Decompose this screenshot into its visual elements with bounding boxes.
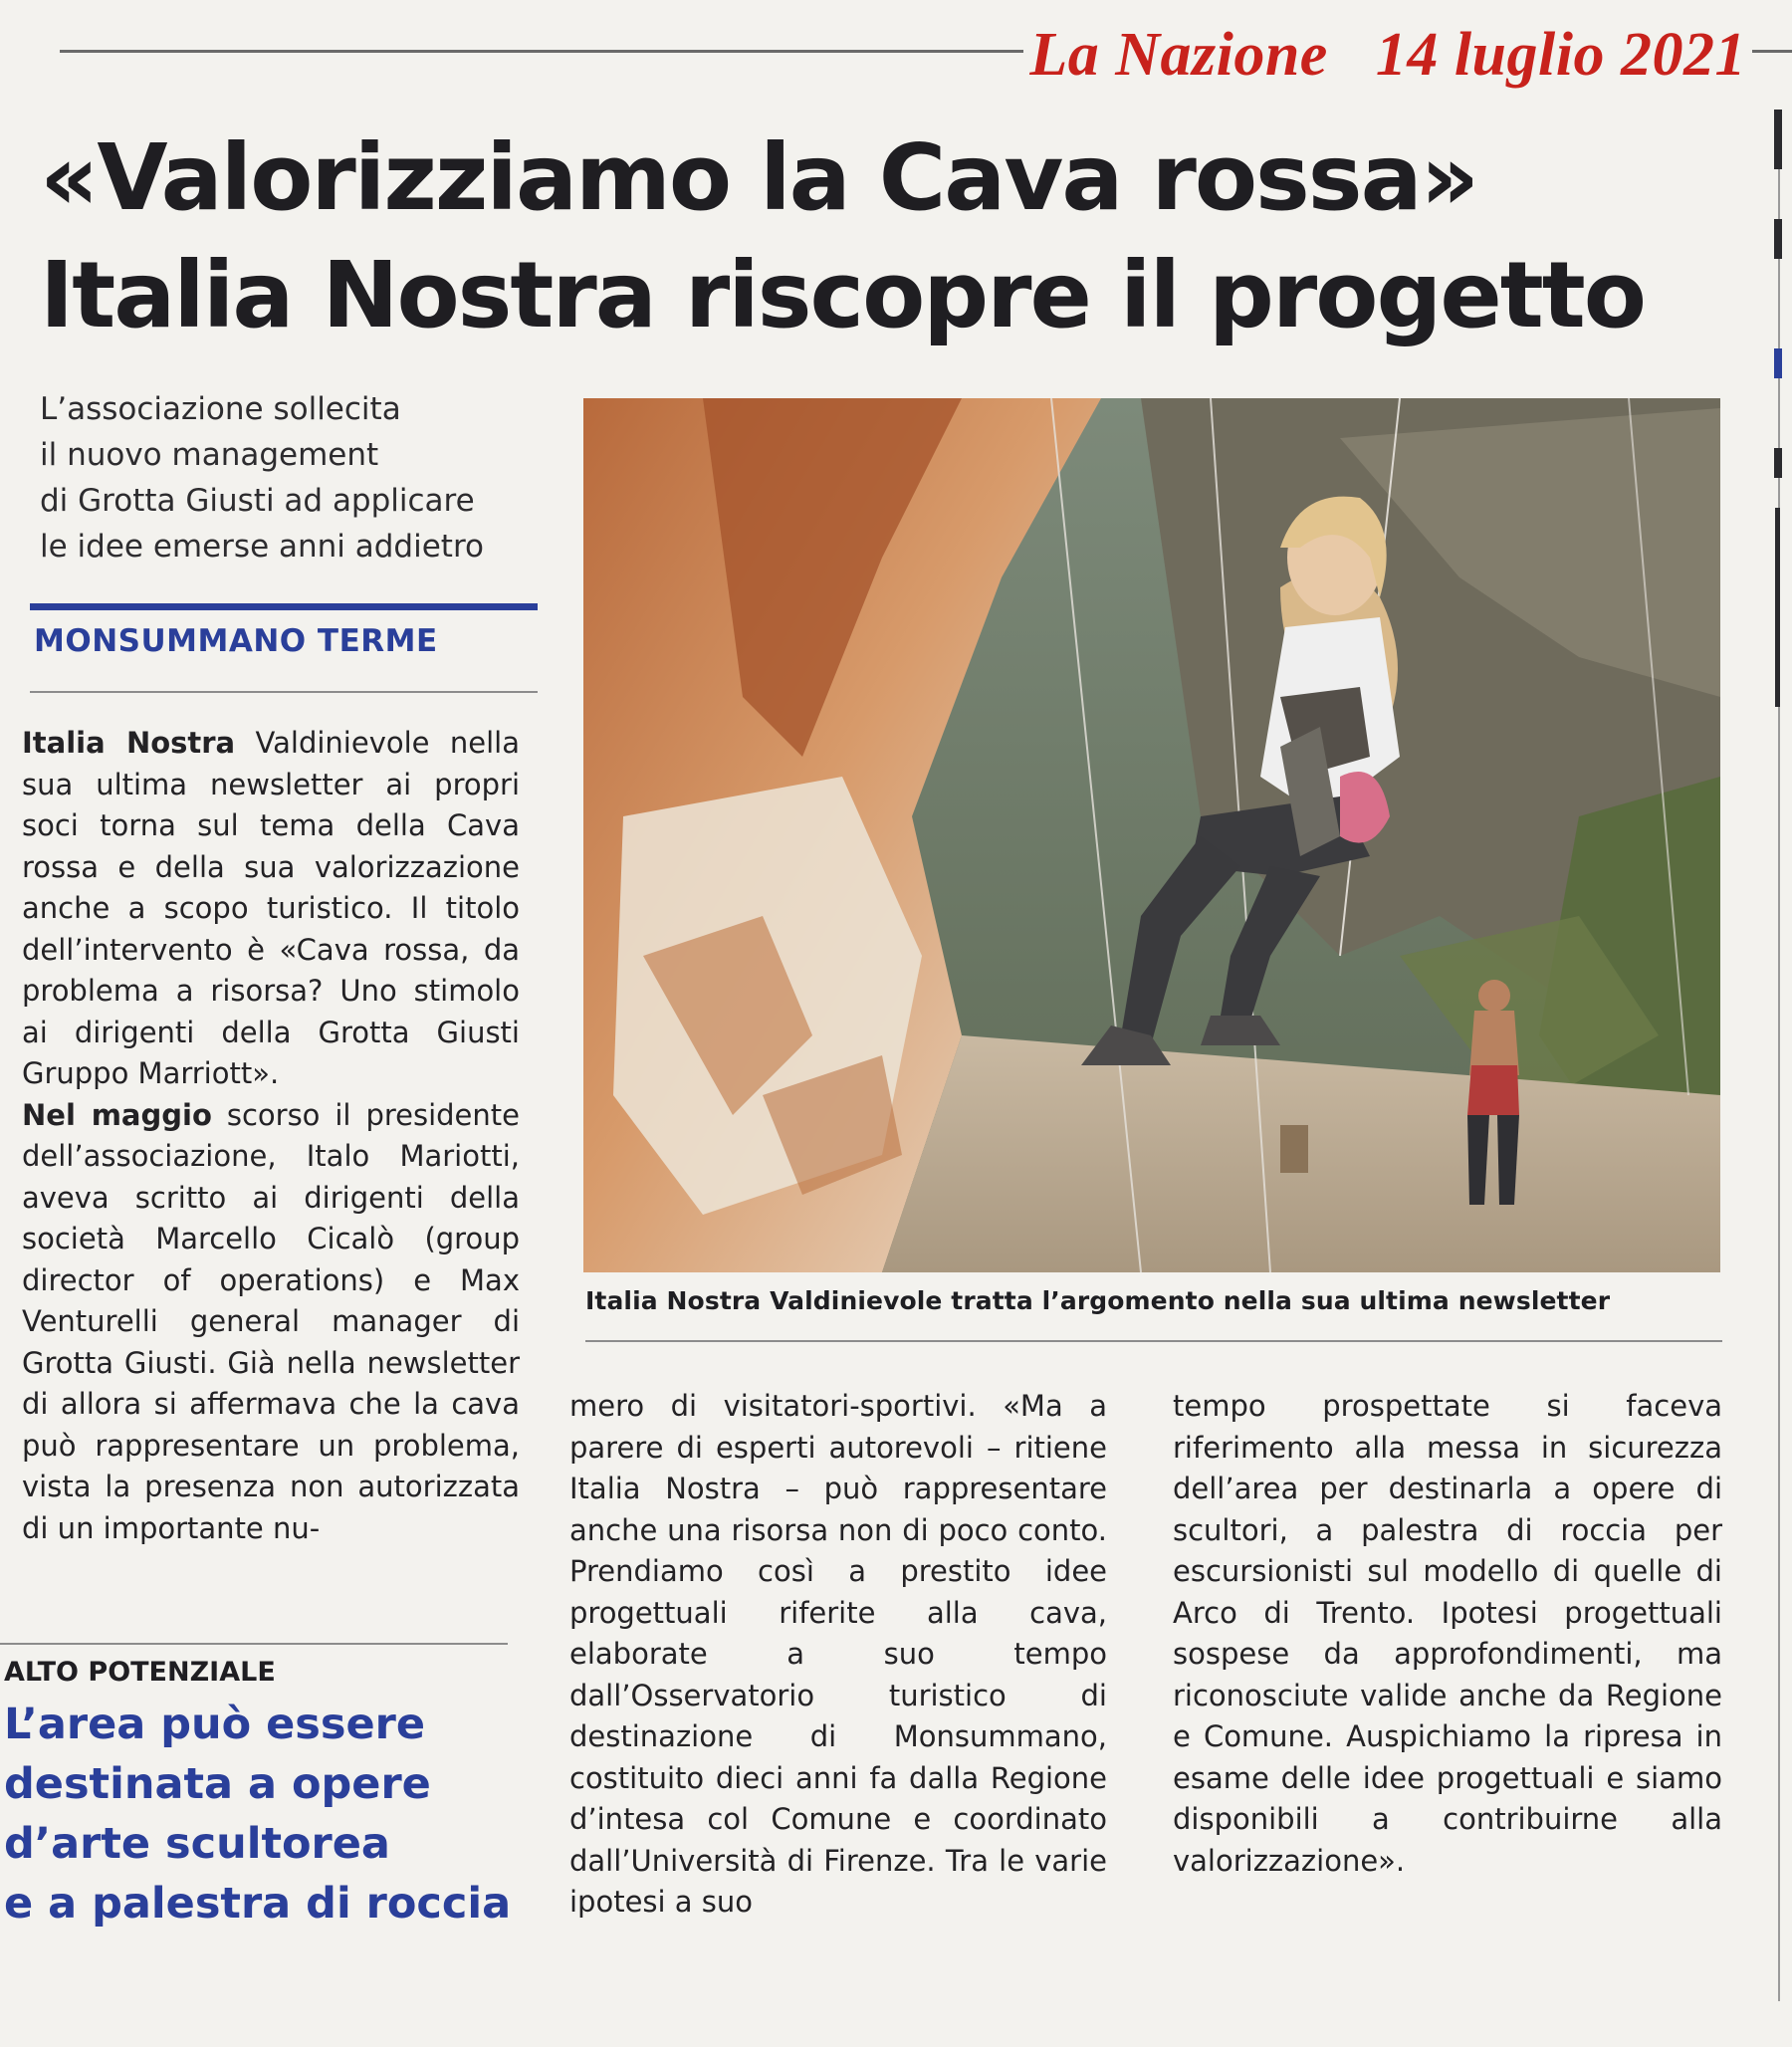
edge-mark [1774, 110, 1782, 169]
summary-line: di Grotta Giusti ad applicare [40, 483, 475, 519]
pull-quote-line: e a palestra di roccia [4, 1879, 512, 1929]
body-column-2 [569, 1386, 1107, 1924]
summary-line: le idee emerse anni addietro [40, 529, 484, 565]
pull-quote-line: L’area può essere [4, 1700, 426, 1749]
paragraph-1-text: Valdinievole nella sua ultima newsletter ai propri soci torna sul tema della Cava rossa e della sua valorizzazione anche a scopo turistico. Il titolo dell’intervento è «Cava rossa, da problema a risorsa? Uno stimolo ai dirigenti della Grotta Giusti Gruppo Marriott». [22, 726, 520, 1090]
pull-quote [4, 1695, 522, 1933]
caption-rule [585, 1340, 1722, 1342]
sidebar-kicker: ALTO POTENZIALE [4, 1657, 276, 1688]
location-rule [30, 691, 538, 693]
edge-mark [1775, 508, 1780, 707]
paragraph-2 [22, 1095, 520, 1550]
adjacent-article-edge [1764, 110, 1792, 2001]
paragraph-2-text: scorso il presidente dell’associazione, Italo Mariotti, aveva scritto ai dirigenti della società Marcello Cicalò (group director of operations) e Max Venturelli general manager di Grotta Giusti. Già nella newsletter di allora si affermava che la cava può rappresentare un problema, vista la presenza non autorizzata di un importante nu- [22, 1097, 520, 1545]
masthead: La Nazione 14 luglio 2021 [1023, 20, 1752, 91]
edge-mark [1774, 448, 1782, 478]
climber-photo-illustration [583, 398, 1720, 1272]
column-2-text: mero di visitatori-sportivi. «Ma a parere di esperti autorevoli – ritiene Italia Nostra – può rappresentare anche una risorsa non di poco conto. Prendiamo così a prestito idee progettuali riferite alla cava, elaborate a suo tempo dall’Osservatorio turistico di destinazione di Monsummano, costituito dieci anni fa dalla Regione d’intesa col Comune e coordinato dall’Università di Firenze. Tra le varie ipotesi a suo [569, 1389, 1107, 1919]
section-rule [30, 603, 538, 610]
summary-line: il nuovo management [40, 437, 379, 473]
paragraph-1 [22, 723, 520, 1095]
summary-line: L’associazione sollecita [40, 391, 401, 427]
headline-line-1: «Valorizziamo la Cava rossa» [40, 124, 1478, 231]
photo-caption: Italia Nostra Valdinievole tratta l’argomento nella sua ultima newsletter [585, 1286, 1611, 1315]
paragraph-2-lead: Nel maggio [22, 1097, 212, 1132]
summary [40, 386, 538, 569]
column-3-text: tempo prospettate si faceva riferimento alla messa in sicurezza dell’area per destinarla a opere di scultori, a palestra di roccia per escursionisti sul modello di quelle di Arco di Trento. Ipotesi progettuali sospese da approfondimenti, ma riconosciute valide anche da Regione e Comune. Auspichiamo la ripresa in esame delle idee progettuali e siamo disponibili a contribuirne alla valorizzazione». [1173, 1389, 1722, 1878]
edge-mark [1774, 219, 1782, 259]
sidebar-rule [0, 1643, 508, 1645]
body-column-1 [22, 723, 520, 1549]
location-label: MONSUMMANO TERME [34, 623, 438, 659]
pull-quote-line: destinata a opere [4, 1759, 431, 1809]
paragraph-1-lead: Italia Nostra [22, 726, 236, 760]
headline-line-2: Italia Nostra riscopre il progetto [40, 242, 1645, 348]
headline [40, 119, 1752, 354]
edge-mark [1774, 348, 1782, 378]
body-column-3 [1173, 1386, 1722, 1882]
article-photo [583, 398, 1720, 1272]
pull-quote-line: d’arte scultorea [4, 1819, 390, 1869]
